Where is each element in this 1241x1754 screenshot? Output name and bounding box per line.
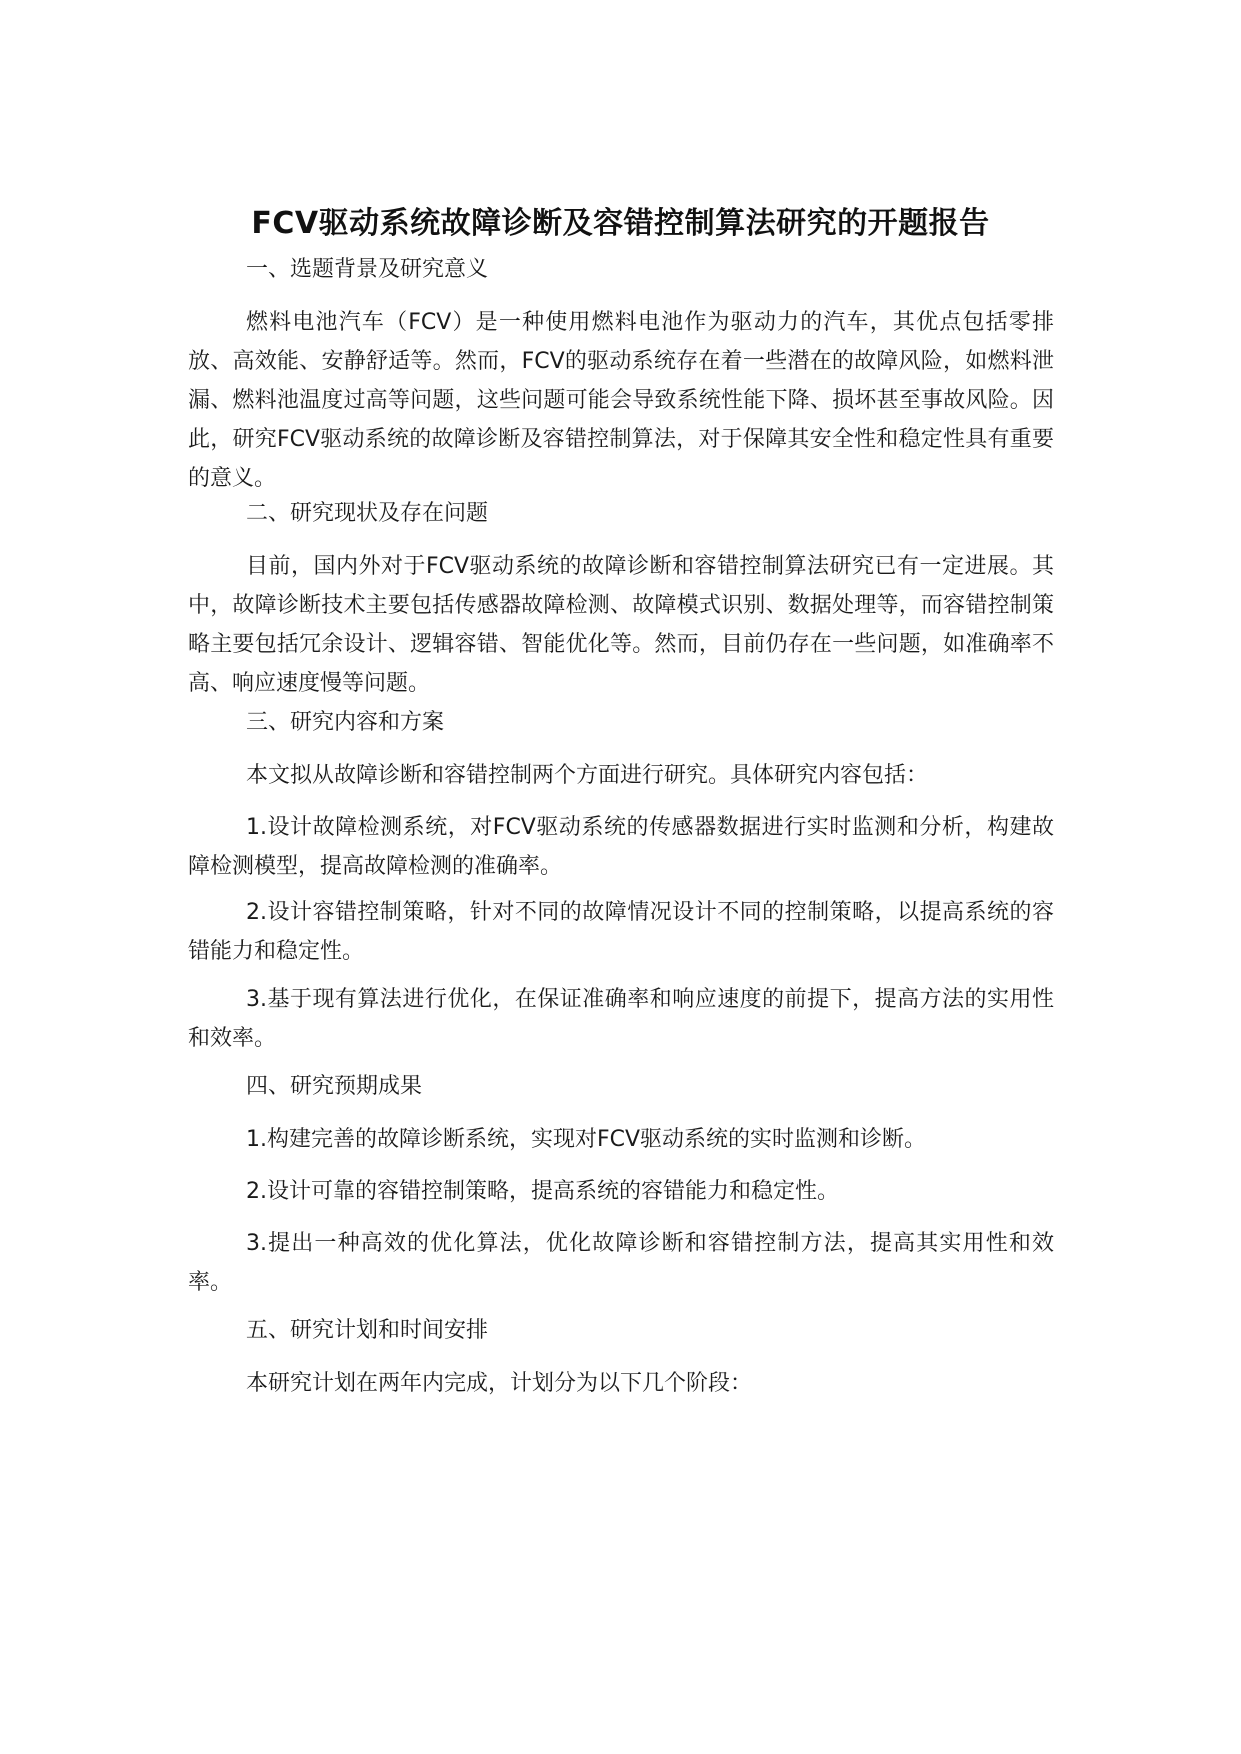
section-heading: 一、选题背景及研究意义 (246, 257, 489, 282)
section-3 (188, 703, 1054, 742)
section-heading: 四、研究预期成果 (246, 1074, 423, 1099)
paragraph: 燃料电池汽车（FCV）是一种使用燃料电池作为驱动力的汽车，其优点包括零排放、高效能、安静舒适等。然而，FCV的驱动系统存在着一些潜在的故障风险，如燃料泄漏、燃料池温度过高等问题，这些问题可能会导致系统性能下降、损坏甚至事故风险。因此，研究FCV驱动系统的故障诊断及容错控制算法，对于保障其安全性和稳定性具有重要的意义。 (188, 310, 1054, 491)
list-item: 2.设计可靠的容错控制策略，提高系统的容错能力和稳定性。 (246, 1179, 839, 1204)
list-item: 1.设计故障检测系统，对FCV驱动系统的传感器数据进行实时监测和分析，构建故障检测模型，提高故障检测的准确率。 (188, 815, 1054, 879)
paragraph: 本文拟从故障诊断和容错控制两个方面进行研究。具体研究内容包括： (246, 763, 929, 788)
list-item: 3.提出一种高效的优化算法，优化故障诊断和容错控制方法，提高其实用性和效率。 (188, 1231, 1054, 1295)
section-heading: 五、研究计划和时间安排 (246, 1318, 489, 1343)
section-4 (188, 1067, 1054, 1106)
section-3-item-1 (188, 808, 1054, 886)
paragraph: 目前，国内外对于FCV驱动系统的故障诊断和容错控制算法研究已有一定进展。其中，故障诊断技术主要包括传感器故障检测、故障模式识别、数据处理等，而容错控制策略主要包括冗余设计、逻辑容错、智能优化等。然而，目前仍存在一些问题，如准确率不高、响应速度慢等问题。 (188, 554, 1054, 696)
page-title: FCV驱动系统故障诊断及容错控制算法研究的开题报告 (251, 206, 990, 242)
section-3-intro (188, 756, 1054, 795)
section-2-body (188, 547, 1054, 703)
list-item: 2.设计容错控制策略，针对不同的故障情况设计不同的控制策略，以提高系统的容错能力和稳定性。 (188, 900, 1054, 964)
section-2 (188, 494, 1054, 533)
paragraph: 本研究计划在两年内完成，计划分为以下几个阶段： (246, 1371, 753, 1396)
section-1 (188, 250, 1054, 289)
section-4-item-2 (188, 1172, 1054, 1211)
section-3-item-3 (188, 980, 1054, 1058)
section-heading: 三、研究内容和方案 (246, 710, 445, 735)
section-4-item-1 (188, 1120, 1054, 1159)
section-3-item-2 (188, 893, 1054, 971)
section-4-item-3 (188, 1224, 1054, 1302)
section-heading: 二、研究现状及存在问题 (246, 501, 489, 526)
section-5 (188, 1311, 1054, 1350)
list-item: 3.基于现有算法进行优化，在保证准确率和响应速度的前提下，提高方法的实用性和效率。 (188, 987, 1054, 1051)
list-item: 1.构建完善的故障诊断系统，实现对FCV驱动系统的实时监测和诊断。 (246, 1127, 927, 1152)
section-1-body (188, 303, 1054, 498)
section-5-body (188, 1364, 1054, 1403)
